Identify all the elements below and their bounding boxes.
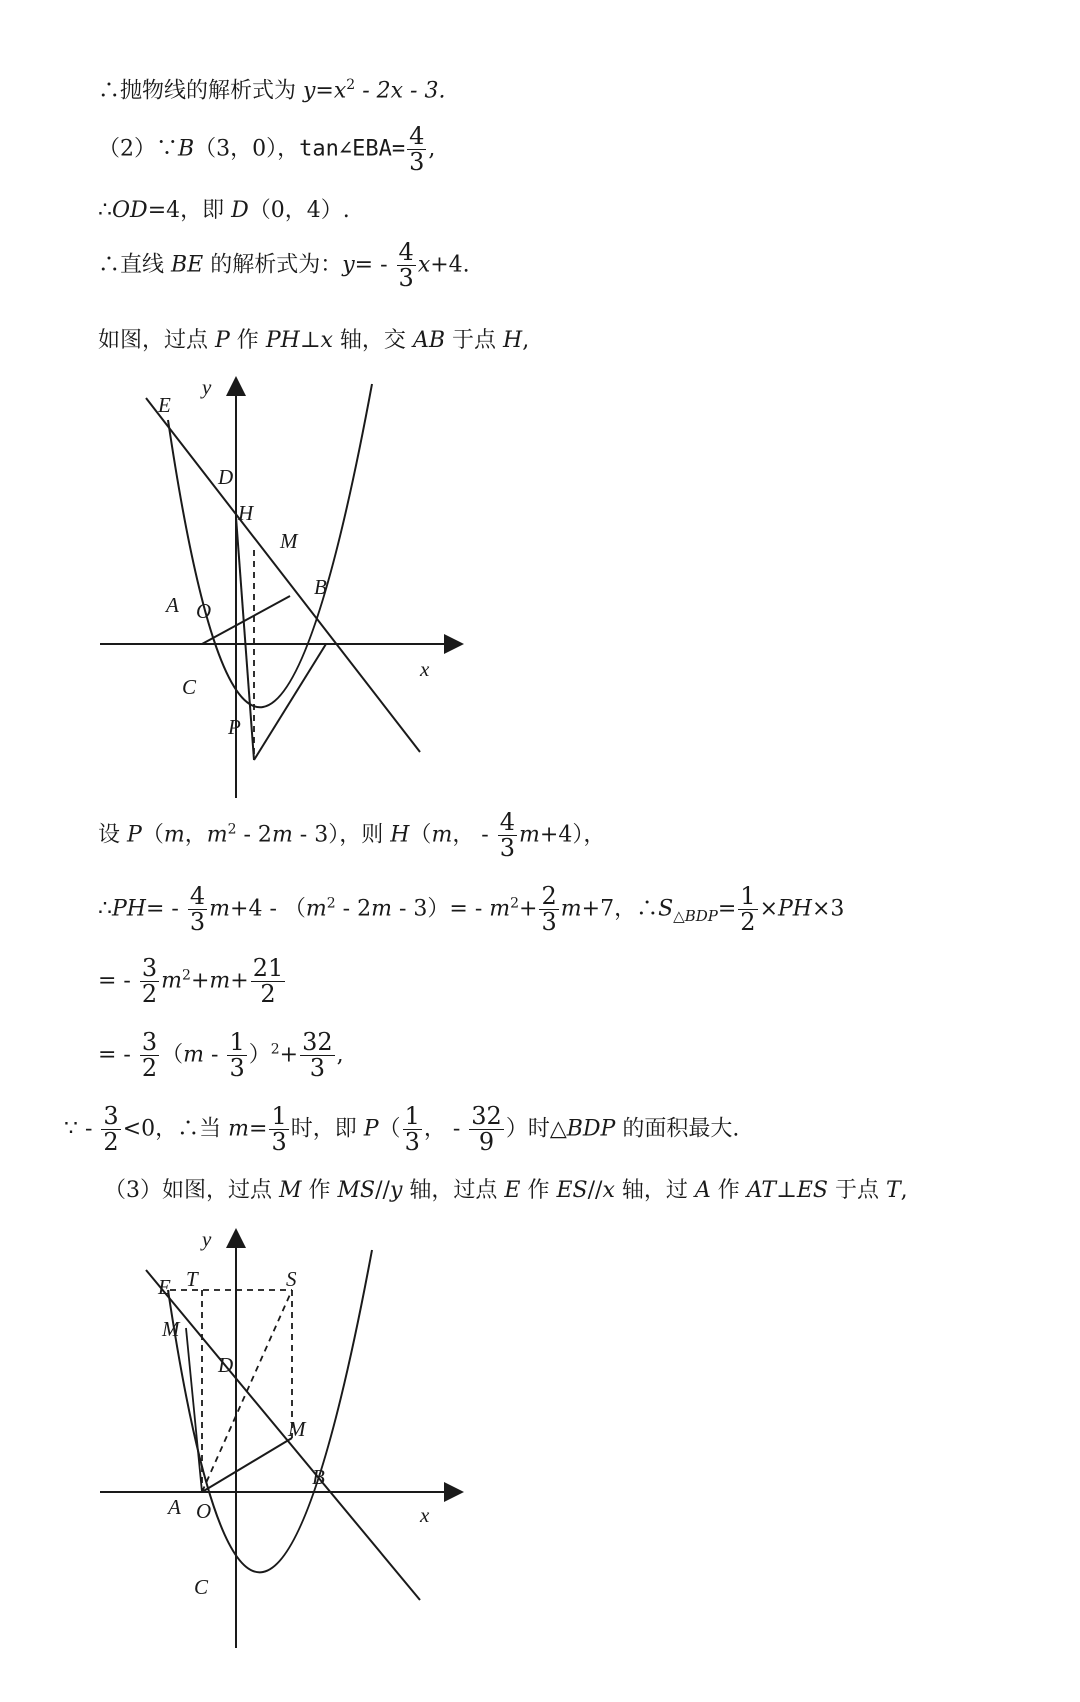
label-x: x: [420, 1503, 430, 1527]
label-p: P: [228, 715, 241, 739]
label-s: S: [286, 1267, 297, 1291]
figure-1-parabola-diagram: [90, 372, 470, 802]
fraction: $\frac{4}{3}$: [499, 808, 516, 863]
label-o: O: [196, 599, 212, 623]
fraction: $\frac{3}{2}$: [141, 954, 158, 1009]
fraction: $\frac{21}{2}$: [252, 954, 284, 1009]
label-x: x: [420, 657, 430, 681]
label-h: H: [238, 501, 254, 525]
fraction: $\frac{2}{3}$: [541, 882, 557, 937]
segment-as-dashed: [202, 1290, 292, 1492]
fraction: $\frac{1}{3}$: [271, 1102, 287, 1157]
parabola-curve: [168, 384, 372, 707]
line-parabola-expression: ∴抛物线的解析式为 $y=x^2 - 2x - 3$.: [98, 77, 446, 104]
label-b: B: [312, 1465, 325, 1489]
label-e: E: [158, 393, 171, 417]
line-set-p: 设 P（m，$m^2 - 2m - 3$），则 H（m， - $\frac{4}{3}$ m+4），: [98, 808, 606, 863]
label-d: D: [218, 465, 234, 489]
line-construct-ph: 如图，过点 P 作 PH⊥x 轴，交 AB 于点 H,: [98, 328, 530, 353]
label-m: M: [280, 529, 298, 553]
segment-am: [202, 596, 290, 644]
fraction: $\frac{3}{2}$: [141, 1028, 158, 1083]
label-y: y: [202, 375, 212, 399]
label-d: D: [218, 1353, 234, 1377]
fraction: $\frac{3}{2}$: [103, 1102, 119, 1157]
fraction: $\frac{4}{3}$: [189, 882, 206, 937]
line-tan-angle: （2）∵B（3，0），tan∠EBA= $\frac{4}{3}$ ,: [98, 122, 436, 177]
fraction: $\frac{32}{3}$: [302, 1028, 333, 1083]
parabola-curve: [168, 1250, 372, 1572]
fraction: $\frac{1}{3}$: [404, 1102, 420, 1157]
label-a: A: [166, 593, 179, 617]
fraction: $\frac{32}{9}$: [471, 1102, 502, 1157]
line-part3-construction: （3）如图，过点 M 作 MS//y 轴，过点 E 作 ES//x 轴，过 A 作 AT⊥ES 于点 T,: [104, 1178, 908, 1203]
fraction: $\frac{4}{3}$: [409, 122, 425, 177]
line-area-expanded: = - $\frac{3}{2}$ $m^2+m+$ $\frac{21}{2}$: [98, 954, 284, 1009]
line-maximum-conclusion: ∵ - $\frac{3}{2}$ <0，∴当 m= $\frac{1}{3}$ 时，即 P（ $\frac{1}{3}$ ， - $\frac{32}{9}$ ）时△BDP 的面积最大.: [64, 1102, 740, 1157]
label-t: T: [186, 1267, 198, 1291]
label-b: B: [314, 575, 327, 599]
label-y: y: [202, 1227, 212, 1251]
line-be-expression: ∴直线 BE 的解析式为：y= - $\frac{4}{3}$ x+4.: [98, 238, 470, 293]
fraction: $\frac{4}{3}$: [398, 238, 414, 293]
line-od-value: ∴OD=4，即 D（0，4）.: [98, 198, 350, 223]
label-m: M: [288, 1417, 306, 1441]
figure-2-parabola-diagram: [90, 1224, 470, 1654]
segment-pb: [254, 644, 326, 760]
line-area-completed-square: = - $\frac{3}{2}$ （m - $\frac{1}{3}$ ）$^2$+ $\frac{32}{3}$ ,: [98, 1028, 344, 1083]
label-c: C: [194, 1575, 209, 1599]
label-m-prime: M: [162, 1317, 180, 1341]
label-c: C: [182, 675, 197, 699]
label-o: O: [196, 1499, 212, 1523]
segment-am: [202, 1438, 292, 1492]
label-e: E: [158, 1275, 171, 1299]
fraction: $\frac{1}{3}$: [229, 1028, 245, 1083]
line-ph-length: ∴PH= - $\frac{4}{3}$ $m+4 - (m^2 - 2m - 3)= - m^2+$ $\frac{2}{3}$ m+7，$\therefore S_{\triangle BDP}=$ $\frac{1}{2}$ ×PH×3: [98, 882, 845, 937]
fraction: $\frac{1}{2}$: [740, 882, 756, 937]
label-a: A: [168, 1495, 181, 1519]
line-be: [146, 1270, 420, 1600]
